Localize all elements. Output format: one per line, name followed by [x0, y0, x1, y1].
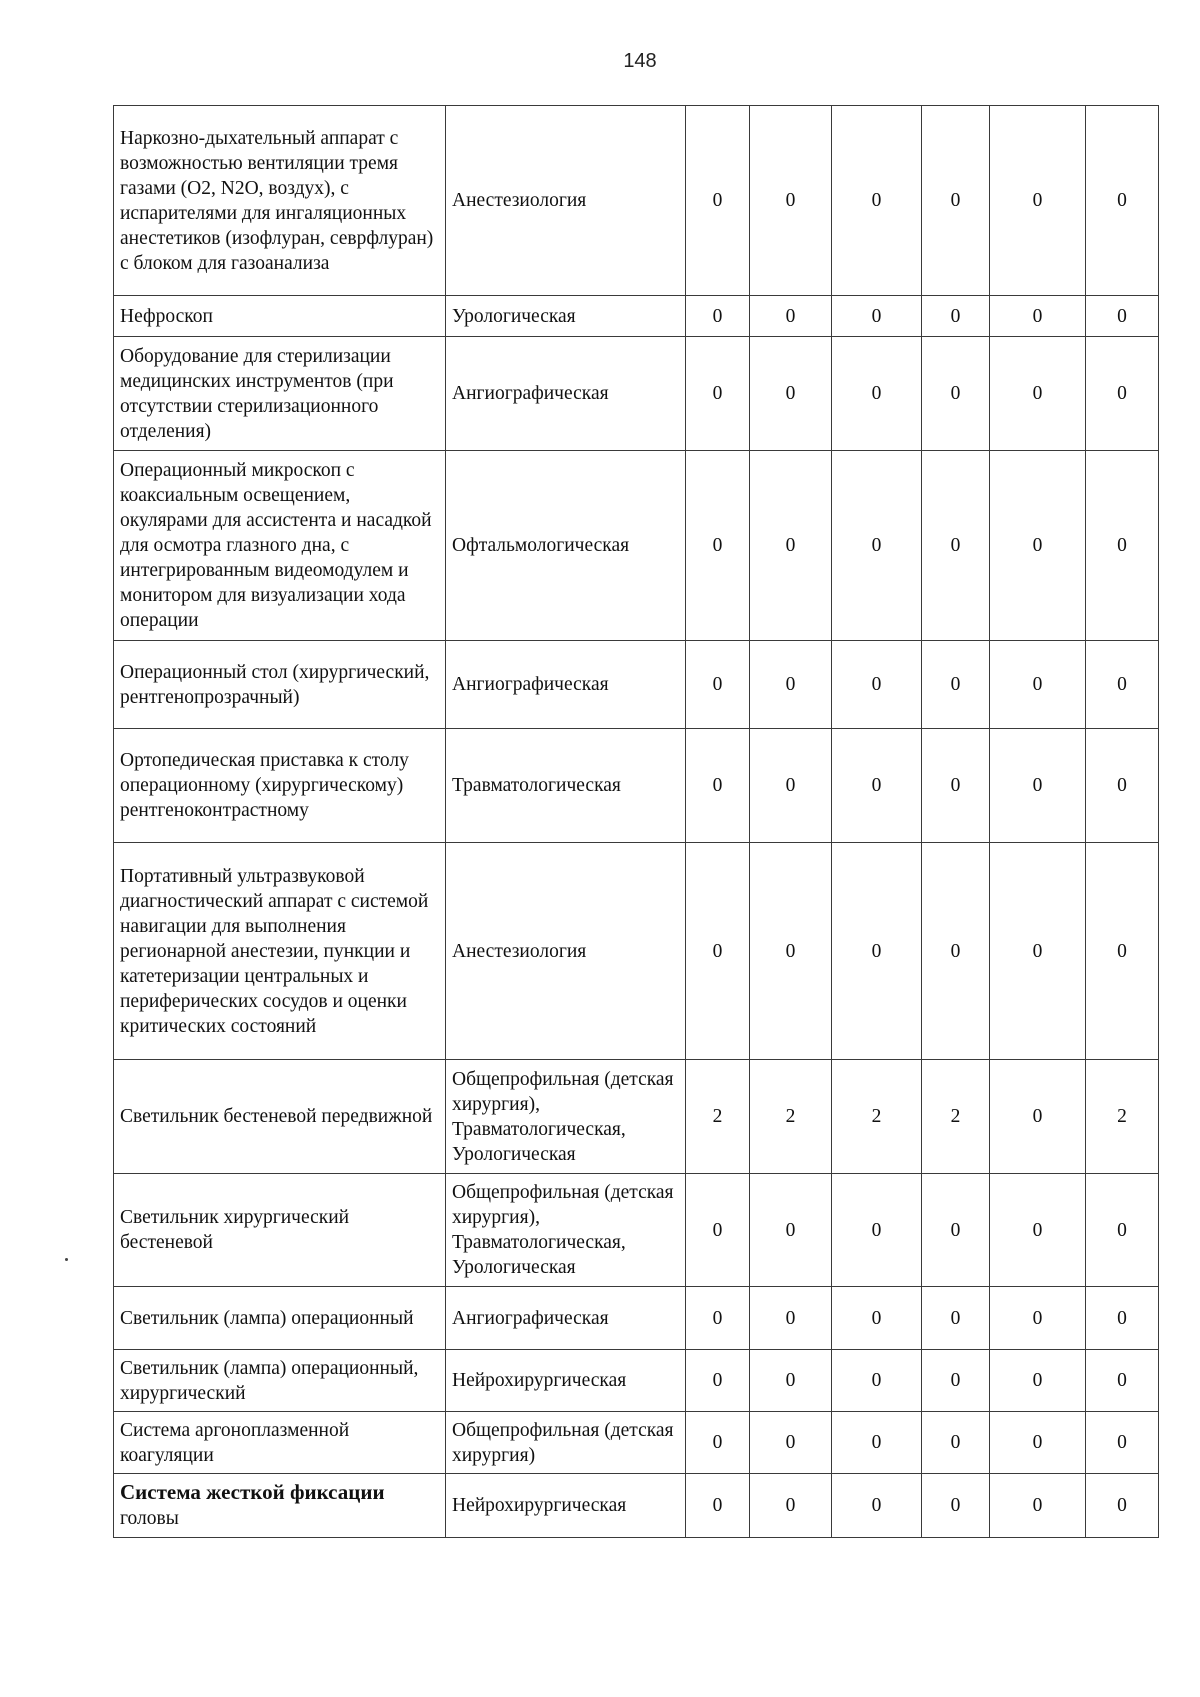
equipment-name-line2: головы — [120, 1508, 179, 1529]
table-row — [114, 1287, 1159, 1350]
value-cell: 0 — [750, 296, 832, 337]
value-cell: 0 — [832, 1287, 922, 1350]
table-row — [114, 1060, 1159, 1174]
value-cell: 0 — [990, 843, 1086, 1060]
value-cell: 0 — [686, 1174, 750, 1287]
value-cell: 0 — [1086, 296, 1159, 337]
value-cell: 0 — [750, 729, 832, 843]
value-cell: 2 — [1086, 1060, 1159, 1174]
equipment-name: Светильник хирургический бестеневой — [114, 1174, 446, 1287]
value-cell: 0 — [686, 843, 750, 1060]
value-cell: 0 — [750, 843, 832, 1060]
table-row — [114, 1412, 1159, 1474]
value-cell: 0 — [832, 1174, 922, 1287]
value-cell: 0 — [750, 1474, 832, 1538]
value-cell: 0 — [686, 337, 750, 451]
equipment-name: Светильник (лампа) операционный, хирургический — [114, 1350, 446, 1412]
value-cell: 0 — [990, 1287, 1086, 1350]
table-row — [114, 843, 1159, 1060]
value-cell: 0 — [990, 641, 1086, 729]
department: Анестезиология — [446, 843, 686, 1060]
table-row — [114, 1174, 1159, 1287]
value-cell: 0 — [1086, 106, 1159, 296]
equipment-name: Операционный стол (хирургический, рентгенопрозрачный) — [114, 641, 446, 729]
value-cell: 0 — [1086, 729, 1159, 843]
equipment-name: Наркозно-дыхательный аппарат с возможностью вентиляции тремя газами (О2, N2O, воздух), с испарителями для ингаляционных анестетиков (изофлуран, севрфлуран) с блоком для газоанализа — [114, 106, 446, 296]
value-cell: 2 — [750, 1060, 832, 1174]
value-cell: 0 — [1086, 1350, 1159, 1412]
department: Ангиографическая — [446, 337, 686, 451]
value-cell: 0 — [922, 296, 990, 337]
department: Травматологическая — [446, 729, 686, 843]
value-cell: 0 — [922, 843, 990, 1060]
value-cell: 0 — [750, 1350, 832, 1412]
equipment-name: Оборудование для стерилизации медицинских инструментов (при отсутствии стерилизационного отделения) — [114, 337, 446, 451]
value-cell: 0 — [922, 1412, 990, 1474]
table-row — [114, 106, 1159, 296]
value-cell: 0 — [686, 641, 750, 729]
department: Нейрохирургическая — [446, 1350, 686, 1412]
value-cell: 0 — [922, 1287, 990, 1350]
equipment-name: Операционный микроскоп с коаксиальным освещением, окулярами для ассистента и насадкой для осмотра глазного дна, с интегрированным видеомодулем и монитором для визуализации хода операции — [114, 451, 446, 641]
value-cell: 0 — [750, 1287, 832, 1350]
value-cell: 0 — [990, 1350, 1086, 1412]
value-cell: 0 — [990, 296, 1086, 337]
value-cell: 0 — [750, 641, 832, 729]
value-cell: 2 — [832, 1060, 922, 1174]
value-cell: 0 — [922, 1350, 990, 1412]
value-cell: 0 — [922, 1174, 990, 1287]
value-cell: 0 — [990, 1412, 1086, 1474]
value-cell: 2 — [686, 1060, 750, 1174]
value-cell: 0 — [750, 1412, 832, 1474]
department: Общепрофильная (детская хирургия) — [446, 1412, 686, 1474]
value-cell: 0 — [686, 1287, 750, 1350]
table-row — [114, 641, 1159, 729]
value-cell: 0 — [922, 451, 990, 641]
value-cell: 0 — [990, 1174, 1086, 1287]
department: Ангиографическая — [446, 1287, 686, 1350]
table-row — [114, 451, 1159, 641]
equipment-table — [113, 105, 1159, 1538]
value-cell: 0 — [832, 843, 922, 1060]
value-cell: 0 — [832, 729, 922, 843]
department: Общепрофильная (детская хирургия), Травматологическая, Урологическая — [446, 1060, 686, 1174]
value-cell: 0 — [922, 1474, 990, 1538]
value-cell: 0 — [686, 1350, 750, 1412]
value-cell: 0 — [686, 1474, 750, 1538]
value-cell: 0 — [1086, 1412, 1159, 1474]
value-cell: 0 — [1086, 1474, 1159, 1538]
table-row — [114, 337, 1159, 451]
value-cell: 0 — [1086, 1174, 1159, 1287]
value-cell: 0 — [832, 641, 922, 729]
value-cell: 0 — [990, 1474, 1086, 1538]
department: Урологическая — [446, 296, 686, 337]
value-cell: 0 — [1086, 1287, 1159, 1350]
value-cell: 0 — [832, 106, 922, 296]
value-cell: 0 — [832, 451, 922, 641]
value-cell: 0 — [686, 106, 750, 296]
value-cell: 0 — [686, 1412, 750, 1474]
value-cell: 0 — [750, 451, 832, 641]
table-row — [114, 296, 1159, 337]
department: Анестезиология — [446, 106, 686, 296]
scan-speck — [65, 1258, 68, 1261]
equipment-name: Светильник (лампа) операционный — [114, 1287, 446, 1350]
value-cell: 0 — [1086, 641, 1159, 729]
value-cell: 0 — [832, 296, 922, 337]
value-cell: 0 — [832, 1412, 922, 1474]
value-cell: 0 — [1086, 451, 1159, 641]
equipment-name: Ортопедическая приставка к столу операционному (хирургическому) рентгеноконтрастному — [114, 729, 446, 843]
equipment-name-line1: Система жесткой фиксации — [120, 1480, 385, 1504]
equipment-name: Система аргоноплазменной коагуляции — [114, 1412, 446, 1474]
value-cell: 0 — [990, 729, 1086, 843]
department: Офтальмологическая — [446, 451, 686, 641]
value-cell: 0 — [686, 729, 750, 843]
value-cell: 0 — [922, 106, 990, 296]
value-cell: 0 — [686, 451, 750, 641]
value-cell: 0 — [686, 296, 750, 337]
department: Нейрохирургическая — [446, 1474, 686, 1538]
value-cell: 0 — [832, 1350, 922, 1412]
value-cell: 0 — [750, 1174, 832, 1287]
value-cell: 0 — [922, 337, 990, 451]
value-cell: 0 — [750, 337, 832, 451]
equipment-name — [114, 1474, 446, 1538]
value-cell: 0 — [922, 729, 990, 843]
value-cell: 0 — [1086, 337, 1159, 451]
value-cell: 0 — [750, 106, 832, 296]
table-row — [114, 1474, 1159, 1538]
equipment-name: Светильник бестеневой передвижной — [114, 1060, 446, 1174]
value-cell: 0 — [990, 337, 1086, 451]
value-cell: 0 — [832, 1474, 922, 1538]
equipment-name: Нефроскоп — [114, 296, 446, 337]
value-cell: 0 — [922, 641, 990, 729]
department: Общепрофильная (детская хирургия), Травматологическая, Урологическая — [446, 1174, 686, 1287]
value-cell: 2 — [922, 1060, 990, 1174]
value-cell: 0 — [990, 451, 1086, 641]
department: Ангиографическая — [446, 641, 686, 729]
table-row — [114, 729, 1159, 843]
equipment-name: Портативный ультразвуковой диагностический аппарат с системой навигации для выполнения регионарной анестезии, пункции и катетеризации центральных и периферических сосудов и оценки критических состояний — [114, 843, 446, 1060]
value-cell: 0 — [990, 1060, 1086, 1174]
value-cell: 0 — [832, 337, 922, 451]
page-number: 148 — [623, 50, 657, 72]
table-row — [114, 1350, 1159, 1412]
value-cell: 0 — [1086, 843, 1159, 1060]
value-cell: 0 — [990, 106, 1086, 296]
